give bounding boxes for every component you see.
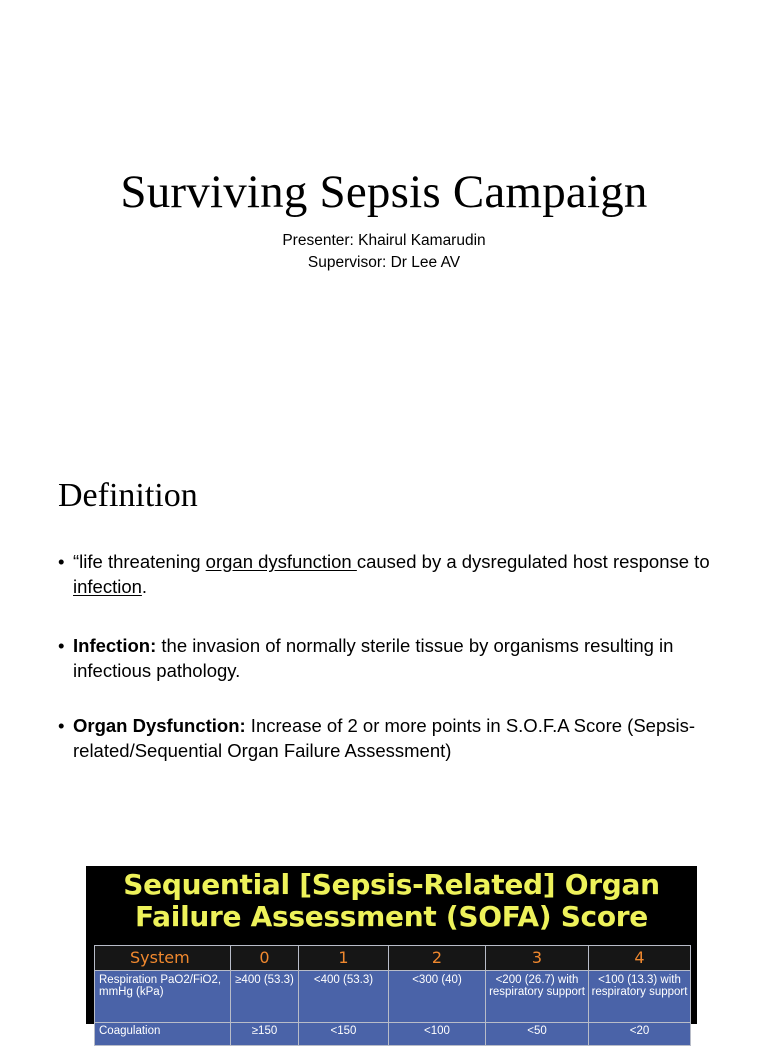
table-cell: ≥400 (53.3)	[231, 971, 299, 1023]
bullet-text	[58, 714, 718, 763]
header-score-0: 0	[231, 946, 299, 971]
sofa-score-image	[86, 866, 697, 1037]
table-cell: <150	[299, 1023, 389, 1046]
bullet-text-part: “life threatening	[73, 551, 206, 572]
definition-heading: Definition	[58, 477, 198, 514]
table-cell: Respiration PaO2/FiO2, mmHg (kPa)	[95, 971, 231, 1023]
table-cell: <300 (40)	[389, 971, 486, 1023]
bullet-term: Organ Dysfunction:	[73, 715, 246, 736]
bullet-infection	[58, 634, 718, 683]
sofa-table	[94, 945, 691, 1046]
underlined-organ-dysfunction: organ dysfunction	[205, 551, 357, 572]
table-cell: <100 (13.3) with respiratory support	[589, 971, 691, 1023]
bullet-icon: •	[58, 635, 65, 656]
table-cell: <400 (53.3)	[299, 971, 389, 1023]
table-row	[95, 1023, 691, 1046]
table-cell: <200 (26.7) with respiratory support	[486, 971, 589, 1023]
bullet-definition: Increase of 2 or more points in S.O.F.A Score (Sepsis-related/Sequential Organ Failure Assessment)	[73, 715, 696, 761]
sofa-title-line2: Failure Assessment (SOFA) Score	[134, 900, 648, 933]
bullet-text-part: caused by a dysregulated host response to	[356, 551, 710, 572]
bullet-text-part: .	[141, 575, 148, 597]
table-cell: Coagulation	[95, 1023, 231, 1046]
bullet-sepsis-definition	[58, 550, 718, 599]
bullet-term: Infection:	[73, 635, 157, 656]
table-cell: ≥150	[231, 1023, 299, 1046]
bullet-icon: •	[58, 551, 65, 572]
presenter-line: Presenter: Khairul Kamarudin	[282, 232, 486, 249]
bullet-text	[58, 634, 718, 683]
header-system: System	[95, 946, 231, 971]
bullet-organ-dysfunction	[58, 714, 718, 763]
sofa-header-row	[95, 946, 691, 971]
header-score-3: 3	[486, 946, 589, 971]
table-cell: <50	[486, 1023, 589, 1046]
table-cell: <100	[389, 1023, 486, 1046]
header-score-1: 1	[299, 946, 389, 971]
table-cell: <20	[589, 1023, 691, 1046]
header-score-2: 2	[389, 946, 486, 971]
underlined-infection: infection	[73, 575, 142, 597]
bullet-text	[58, 550, 718, 599]
bullet-definition: the invasion of normally sterile tissue by organisms resulting in infectious pathology.	[73, 635, 674, 681]
slide-title: Surviving Sepsis Campaign	[120, 166, 648, 218]
table-row	[95, 971, 691, 1023]
bullet-icon: •	[58, 715, 65, 736]
supervisor-line: Supervisor: Dr Lee AV	[307, 254, 461, 271]
sofa-title-line1: Sequential [Sepsis-Related] Organ	[123, 868, 660, 901]
header-score-4: 4	[589, 946, 691, 971]
